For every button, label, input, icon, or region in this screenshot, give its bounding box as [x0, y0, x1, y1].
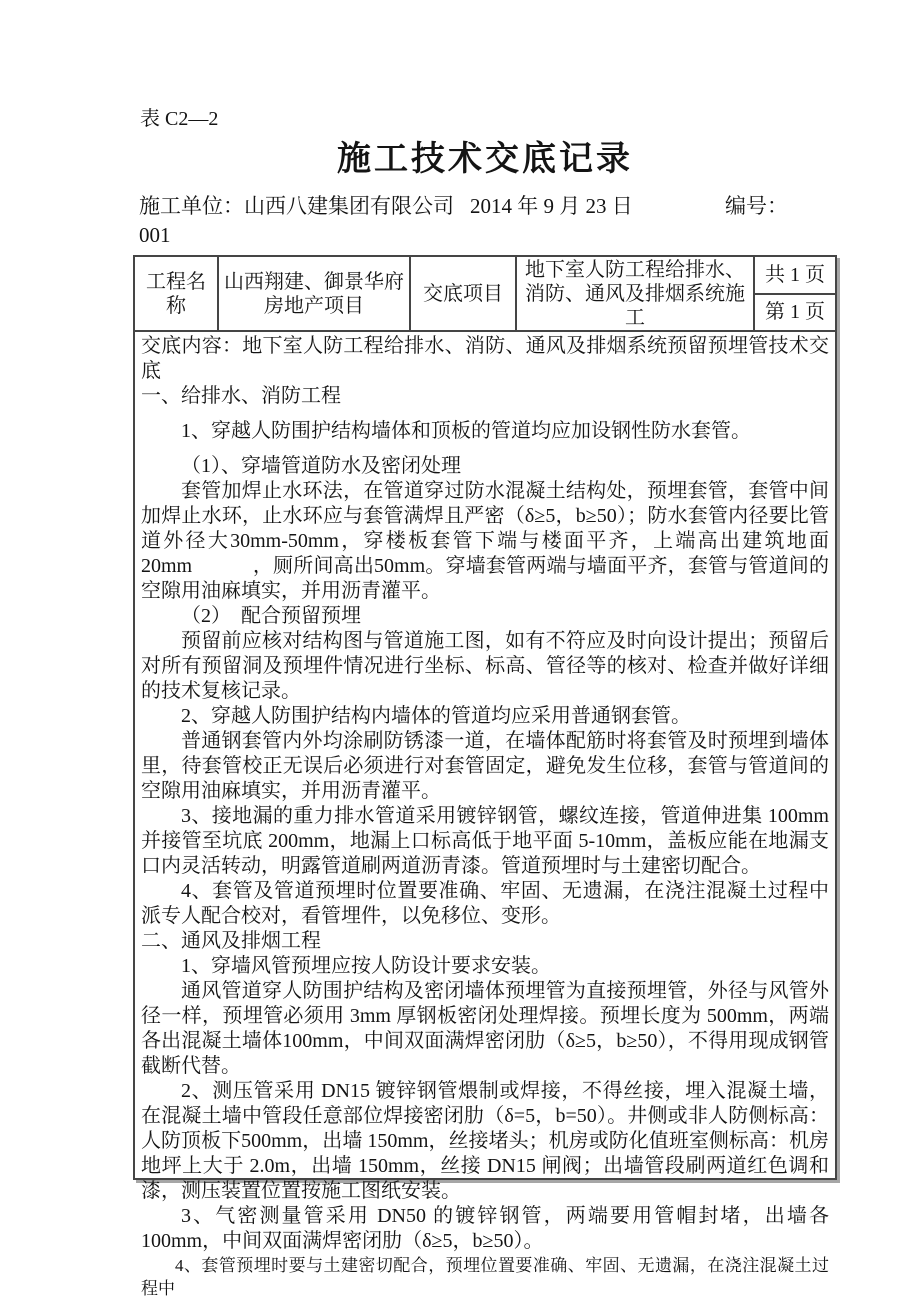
paragraph: （1）、穿墙管道防水及密闭处理 [181, 455, 461, 477]
paragraph: 3、气密测量管采用 DN50 的镀锌钢管，两端要用管帽封堵，出墙各 100mm，中间双面满焊密闭肋（δ≥5，b≥50）。 [141, 1205, 829, 1252]
paragraph: 普通钢套管内外均涂刷防锈漆一道，在墙体配筋时将套管及时预埋到墙体里，待套管校正无误后必须进行对套管固定，避免发生位移，套管与管道间的空隙用油麻填实，并用沥青灌平。 [141, 730, 829, 802]
form-code: 表 C2—2 [140, 108, 219, 130]
paragraph: 2、测压管采用 DN15 镀锌钢管煨制或焊接，不得丝接，埋入混凝土墙，在混凝土墙中管段任意部位焊接密闭肋（δ=5，b=50）。井侧或非人防侧标高：人防顶板下500mm，出墙 150mm，丝接堵头；机房或防化值班室侧标高：机房地坪上大于 2.0m，出墙 150mm，丝接 DN15 闸阀；出墙管段刷两道红色调和漆，测压装置位置按施工图纸安装。 [141, 1080, 829, 1202]
pages-cell [755, 257, 835, 330]
paragraph: 套管加焊止水环法，在管道穿过防水混凝土结构处，预埋套管，套管中间加焊止水环，止水环应与套管满焊且严密（δ≥5，b≥50）；防水套管内径要比管道外径大30mm-50mm，穿楼板套管下端与楼面平齐，上端高出建筑地面 20mm ，厕所间高出50mm。穿墙套管两端与墙面平齐，套管与管道间的空隙用油麻填实，并用沥青灌平。 [141, 480, 829, 602]
page-current: 第 1 页 [765, 301, 825, 324]
paragraph: 1、穿越人防围护结构墙体和顶板的管道均应加设钢性防水套管。 [181, 420, 751, 442]
construction-unit: 施工单位：山西八建集团有限公司 [139, 194, 454, 218]
disclosure-table [133, 255, 837, 1298]
project-name-value-cell: 山西翔建、御景华府房地产项目 [219, 257, 411, 330]
paragraph: 二、通风及排烟工程 [141, 930, 321, 952]
page-title: 施工技术交底记录 [337, 141, 633, 178]
paragraph: 一、给排水、消防工程 [141, 385, 341, 407]
number-label: 编号： [725, 194, 788, 218]
pages-total: 共 1 页 [755, 257, 835, 295]
paragraph: 交底内容：地下室人防工程给排水、消防、通风及排烟系统预留预埋管技术交底 [141, 335, 829, 382]
paragraph: 2、穿越人防围护结构内墙体的管道均应采用普通钢套管。 [181, 705, 691, 727]
paragraph: 预留前应核对结构图与管道施工图，如有不符应及时向设计提出；预留后对所有预留洞及预埋件情况进行坐标、标高、管径等的核对、检查并做好详细的技术复核记录。 [141, 630, 829, 702]
project-name-label-cell: 工程名称 [135, 257, 219, 330]
paragraph: 3、接地漏的重力排水管道采用镀锌钢管，螺纹连接，管道伸进集 100mm 并接管至坑底 200mm，地漏上口标高低于地平面 5-10mm，盖板应能在地漏支口内灵活转动，明露管道刷两道沥青漆。管道预埋时与土建密切配合。 [141, 805, 829, 877]
paragraph: 4、套管及管道预埋时位置要准确、牢固、无遗漏，在浇注混凝土过程中派专人配合校对，看管埋件，以免移位、变形。 [141, 880, 829, 927]
paragraph: （2） 配合预留预埋 [181, 605, 361, 627]
disclosure-item-value-cell: 地下室人防工程给排水、消防、通风及排烟系统施工 [517, 257, 755, 330]
disclosure-item-label-cell: 交底项目 [411, 257, 517, 330]
paragraph: 通风管道穿人防围护结构及密闭墙体预埋管为直接预埋管，外径与风管外径一样，预埋管必须用 3mm 厚钢板密闭处理焊接。预埋长度为 500mm，两端各出混凝土墙体100mm，中间双面满焊密闭肋（δ≥5，b≥50），不得用现成钢管截断代替。 [141, 980, 829, 1077]
number-value: 001 [139, 223, 171, 247]
paragraph: 4、套管预埋时要与土建密切配合，预埋位置要准确、牢固、无遗漏，在浇注混凝土过程中 [141, 1256, 829, 1298]
meta-line [133, 190, 873, 218]
table-header-row [135, 257, 835, 332]
date: 2014 年 9 月 23 日 [470, 194, 633, 218]
paragraph: 1、穿墙风管预埋应按人防设计要求安装。 [181, 955, 551, 977]
content-paragraphs [135, 332, 835, 1298]
